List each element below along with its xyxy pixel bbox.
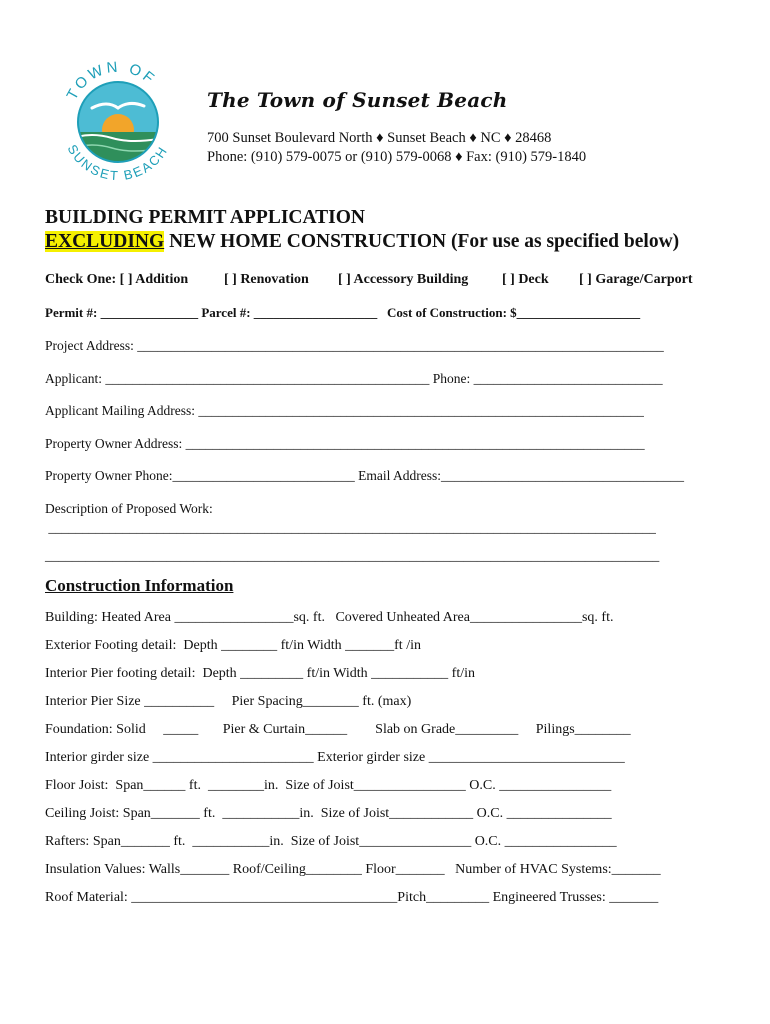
girder-size-line[interactable]: Interior girder size _______________________ Exterior girder size ____________________________	[45, 750, 625, 765]
logo-top-text: TOWN OF	[63, 58, 160, 103]
floor-joist-line[interactable]: Floor Joist: Span______ ft. ________in. Size of Joist________________ O.C. ________________	[45, 778, 612, 793]
interior-pier-footing-line[interactable]: Interior Pier footing detail: Depth _________ ft/in Width ___________ ft/in	[45, 666, 476, 681]
construction-heading: Construction Information	[45, 576, 234, 595]
phone-line: Phone: (910) 579-0075 or (910) 579-0068 ♦ Fax: (910) 579-1840	[207, 149, 587, 165]
check-accessory-building[interactable]: [ ] Accessory Building	[338, 272, 469, 287]
town-seal-logo	[52, 52, 184, 184]
owner-address-field[interactable]: Property Owner Address: ____________________________________________________________________	[45, 436, 645, 451]
logo-bottom-text: SUNSET BEACH	[64, 141, 171, 184]
form-title: BUILDING PERMIT APPLICATION	[45, 207, 365, 228]
check-garage-carport[interactable]: [ ] Garage/Carport	[579, 272, 693, 287]
heated-area-line[interactable]: Building: Heated Area _________________sq. ft. Covered Unheated Area________________sq. ft.	[45, 610, 614, 625]
excluding-highlight: EXCLUDING	[45, 231, 165, 252]
description-line-1[interactable]: __________________________________________________________________________________________	[45, 520, 656, 535]
check-one-addition[interactable]: Check One: [ ] Addition	[45, 272, 189, 287]
description-line-2[interactable]: ___________________________________________________________________________________________	[45, 548, 660, 563]
project-address-field[interactable]: Project Address: ______________________________________________________________________________	[45, 338, 664, 353]
permit-parcel-cost-line[interactable]: Permit #: _______________ Parcel #: ___________________ Cost of Construction: $___________________	[45, 305, 641, 320]
owner-phone-email-field[interactable]: Property Owner Phone:___________________________ Email Address:____________________________________	[45, 468, 684, 483]
roof-material-line[interactable]: Roof Material: ______________________________________Pitch_________ Engineered Trusses: _______	[45, 890, 659, 905]
mailing-address-field[interactable]: Applicant Mailing Address: __________________________________________________________________	[45, 403, 644, 418]
insulation-line[interactable]: Insulation Values: Walls_______ Roof/Ceiling________ Floor_______ Number of HVAC Systems:_______	[45, 862, 661, 877]
rafters-line[interactable]: Rafters: Span_______ ft. ___________in. Size of Joist________________ O.C. ________________	[45, 834, 617, 849]
subtitle-rest: NEW HOME CONSTRUCTION (For use as specified below)	[164, 231, 680, 252]
address-line: 700 Sunset Boulevard North ♦ Sunset Beach ♦ NC ♦ 28468	[207, 130, 552, 146]
town-name: The Town of Sunset Beach	[207, 88, 508, 112]
form-subtitle	[45, 231, 679, 253]
description-label: Description of Proposed Work:	[45, 501, 213, 516]
applicant-phone-field[interactable]: Applicant: ________________________________________________ Phone: ____________________________	[45, 371, 663, 386]
check-renovation[interactable]: [ ] Renovation	[224, 272, 309, 287]
exterior-footing-line[interactable]: Exterior Footing detail: Depth ________ ft/in Width _______ft /in	[45, 638, 421, 653]
pier-size-spacing-line[interactable]: Interior Pier Size __________ Pier Spacing________ ft. (max)	[45, 694, 412, 709]
foundation-line[interactable]: Foundation: Solid _____ Pier & Curtain______ Slab on Grade_________ Pilings________	[45, 722, 631, 737]
check-deck[interactable]: [ ] Deck	[502, 272, 549, 287]
ceiling-joist-line[interactable]: Ceiling Joist: Span_______ ft. ___________in. Size of Joist____________ O.C. _______________	[45, 806, 612, 821]
